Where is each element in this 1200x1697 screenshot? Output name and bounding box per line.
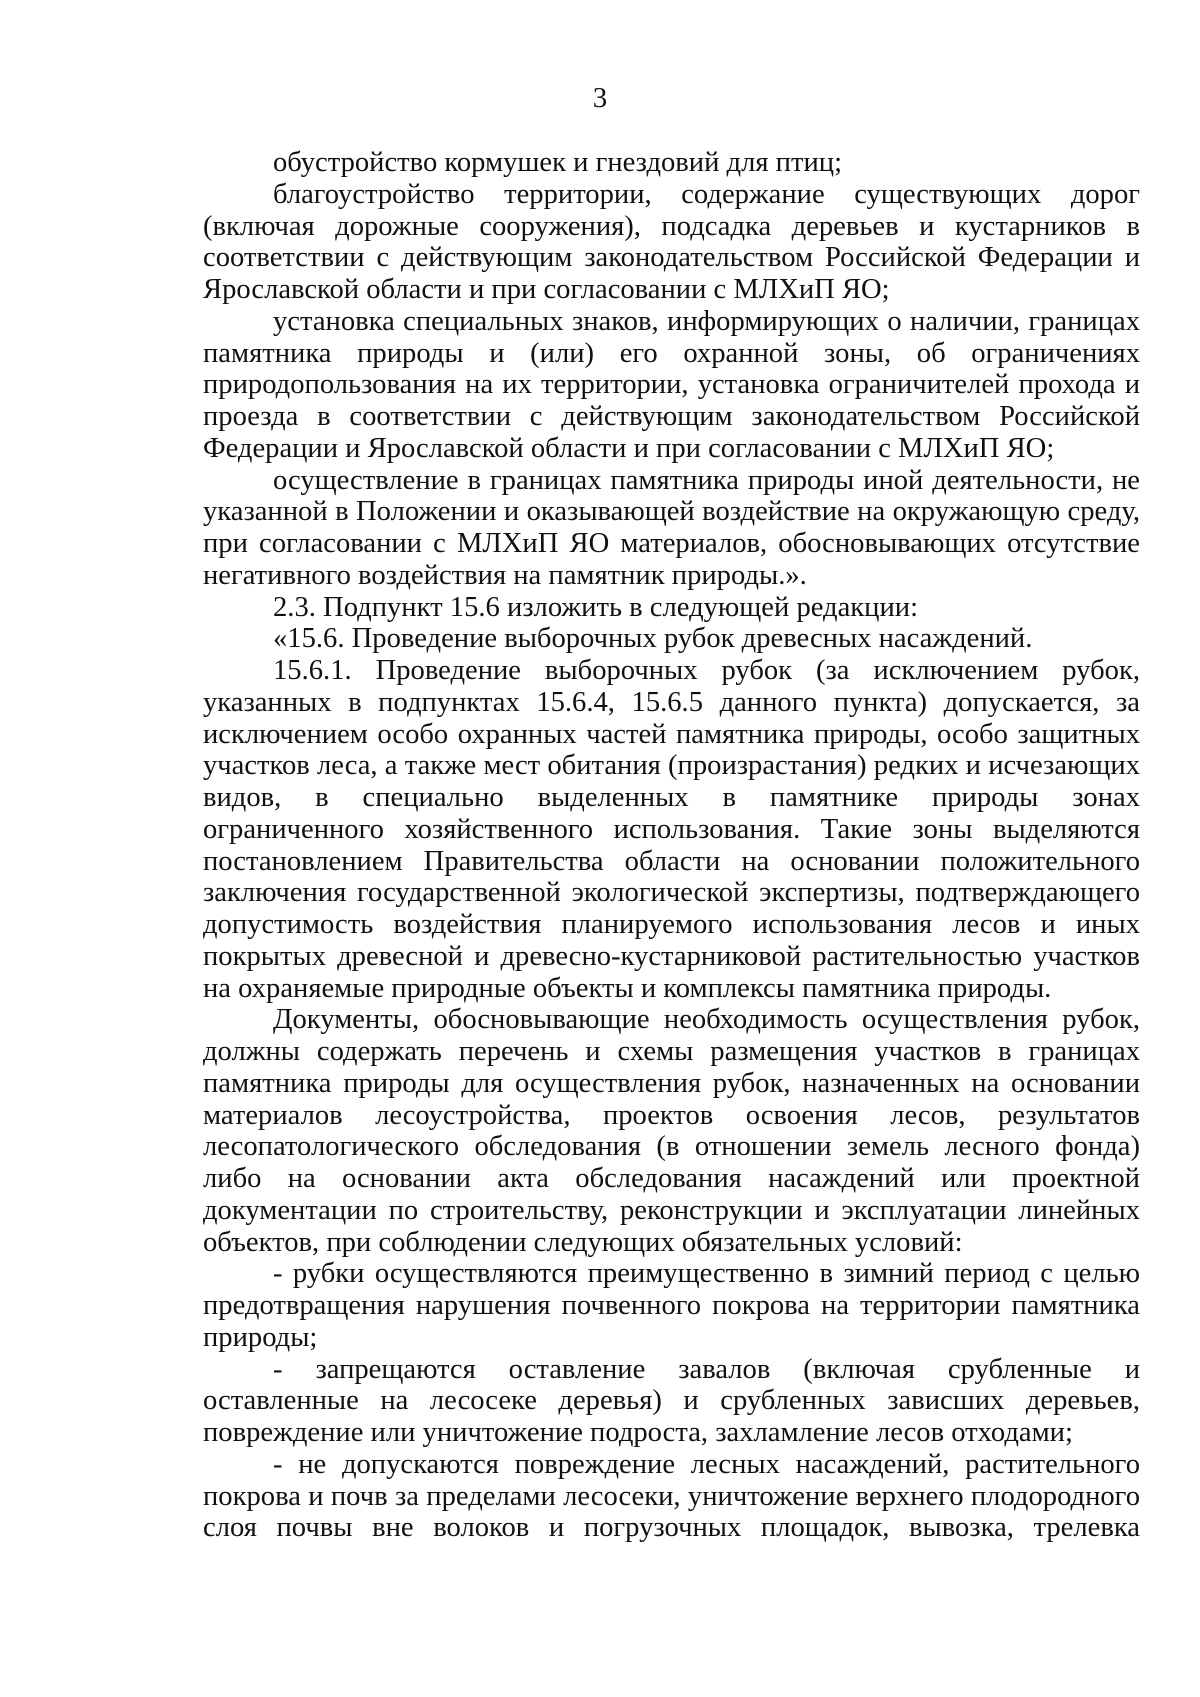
paragraph: обустройство кормушек и гнездовий для птиц; [273, 147, 843, 178]
paragraph: - не допускаются повреждение лесных насаждений, растительного покрова и почв за пределами лесосеки, уничтожение верхнего плодородного слоя почвы вне волоков и погрузочных площадок, вывозка, трелевка [203, 1448, 1140, 1544]
paragraph: благоустройство территории, содержание существующих дорог (включая дорожные сооружения), подсадка деревьев и кустарников в соответствии с действующим законодательством Российской Федерации и Ярославской области и при согласовании с МЛХиП ЯО; [203, 178, 1140, 305]
paragraph: - запрещаются оставление завалов (включая срубленные и оставленные на лесосеке деревья) и срубленных зависших деревьев, повреждение или уничтожение подроста, захламление лесов отходами; [203, 1353, 1140, 1448]
paragraph: установка специальных знаков, информирующих о наличии, границах памятника природы и (или) его охранной зоны, об ограничениях природопользования на их территории, установка ограничителей прохода и проезда в соответствии с действующим законодательством Российской Федерации и Ярославской области и при согласовании с МЛХиП ЯО; [203, 305, 1140, 464]
paragraph: «15.6. Проведение выборочных рубок древесных насаждений. [273, 623, 1033, 655]
paragraph: 2.3. Подпункт 15.6 изложить в следующей редакции: [273, 591, 919, 623]
document-body [203, 147, 1140, 1544]
paragraph: 15.6.1. Проведение выборочных рубок (за исключением рубок, указанных в подпунктах 15.6.4, 15.6.5 данного пункта) допускается, за исключением особо охранных частей памятника природы, особо защитных участков леса, а также мест обитания (произрастания) редких и исчезающих видов, в специально выделенных в памятнике природы зонах ограниченного хозяйственного использования. Такие зоны выделяются постановлением Правительства области на основании положительного заключения государственной экологической экспертизы, подтверждающего допустимость воздействия планируемого использования лесов и иных покрытых древесной и древесно-кустарниковой растительностью участков на охраняемые природные объекты и комплексы памятника природы. [203, 655, 1140, 1004]
paragraph: Документы, обосновывающие необходимость осуществления рубок, должны содержать перечень и схемы размещения участков в границах памятника природы для осуществления рубок, назначенных на основании материалов лесоустройства, проектов освоения лесов, результатов лесопатологического обследования (в отношении земель лесного фонда) либо на основании акта обследования насаждений или проектной документации по строительству, реконструкции и эксплуатации линейных объектов, при соблюдении следующих обязательных условий: [203, 1004, 1140, 1258]
paragraph: осуществление в границах памятника природы иной деятельности, не указанной в Положении и оказывающей воздействие на окружающую среду, при согласовании с МЛХиП ЯО материалов, обосновывающих отсутствие негативного воздействия на памятник природы.». [203, 464, 1140, 591]
paragraph: - рубки осуществляются преимущественно в зимний период с целью предотвращения нарушения почвенного покрова на территории памятника природы; [203, 1258, 1140, 1353]
page-number: 3 [592, 82, 608, 114]
